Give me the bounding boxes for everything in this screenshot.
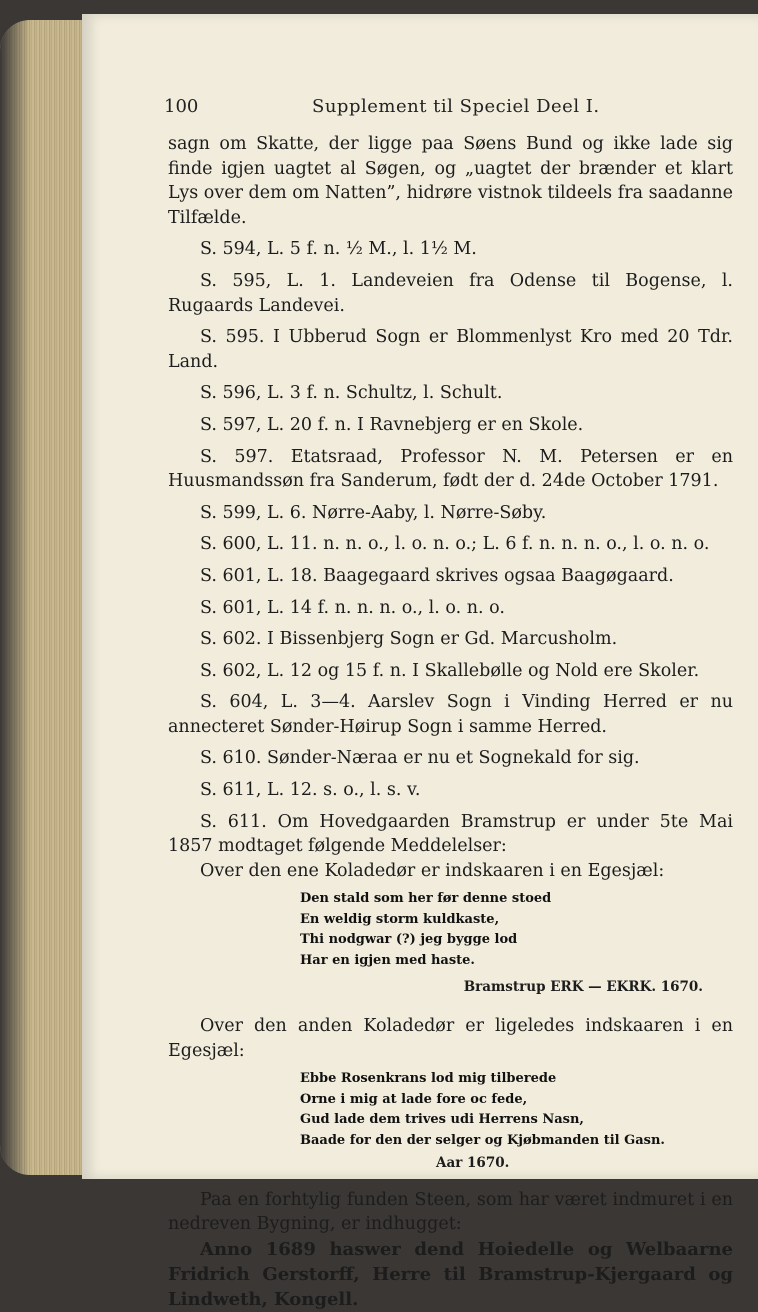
inscription-line: Orne i mig at lade fore oc fede, — [300, 1091, 528, 1107]
paragraph: Over den ene Koladedør er indskaaren i en Egesjæl: — [200, 860, 665, 881]
paragraph: S. 597. Etatsraad, Professor N. M. Petersen er en Huusmandssøn fra Sanderum, født der d. 24de October 1791. — [168, 446, 733, 492]
paragraph: sagn om Skatte, der ligge paa Søens Bund og ikke lade sig finde igjen uagtet al Søgen, og „uagtet der brænder et klart Lys over dem om Natten”, hidrøre vistnok tildeels fra saadanne Tilfælde. — [168, 134, 733, 228]
paragraph: S. 595. I Ubberud Sogn er Blommenlyst Kro med 20 Tdr. Land. — [168, 327, 733, 372]
paragraph: S. 600, L. 11. n. n. o., l. o. n. o.; L. 6 f. n. n. n. o., l. o. n. o. — [200, 534, 710, 555]
paragraph: S. 611. Om Hovedgaarden Bramstrup er under 5te Mai 1857 modtaget følgende Meddelelser: — [168, 811, 733, 857]
paragraph: S. 596, L. 3 f. n. Schultz, l. Schult. — [200, 383, 503, 404]
page-number: 100 — [164, 96, 199, 117]
paragraph: S. 595, L. 1. Landeveien fra Odense til Bogense, l. Rugaards Landevei. — [168, 270, 733, 316]
inscription-line: En weldig storm kuldkaste, — [300, 911, 500, 927]
running-title: Supplement til Speciel Deel I. — [312, 96, 600, 117]
paragraph: S. 602, L. 12 og 15 f. n. I Skallebølle og Nold ere Skoler. — [200, 660, 700, 681]
paragraph: S. 601, L. 14 f. n. n. n. o., l. o. n. o. — [200, 597, 505, 618]
anno-inscription: Anno 1689 haswer dend Hoiedelle og Welbaarne Fridrich Gerstorff, Herre til Bramstrup-Kjergaard og Lindweth, Kongell. — [168, 1239, 733, 1310]
paragraph: Paa en forhtylig funden Steen, som har været indmuret i en nedreven Bygning, er indhugget: — [168, 1189, 733, 1235]
paragraph: S. 611, L. 12. s. o., l. s. v. — [200, 780, 421, 801]
inscription-line: Ebbe Rosenkrans lod mig tilberede — [300, 1071, 557, 1087]
paragraph: S. 604, L. 3—4. Aarslev Sogn i Vinding Herred er nu annecteret Sønder-Høirup Sogn i samme Herred. — [168, 692, 733, 737]
page-body — [168, 132, 733, 1312]
paragraph: S. 601, L. 18. Baagegaard skrives ogsaa Baagøgaard. — [200, 565, 674, 586]
inscription-second — [168, 1069, 733, 1176]
paragraph: S. 610. Sønder-Næraa er nu et Sognekald for sig. — [200, 748, 640, 769]
paragraph: S. 594, L. 5 f. n. ½ M., l. 1½ M. — [200, 239, 477, 260]
inscription-signature: Bramstrup ERK — EKRK. 1670. — [463, 979, 703, 996]
paragraph: S. 602. I Bissenbjerg Sogn er Gd. Marcusholm. — [200, 629, 618, 650]
paragraph: S. 597, L. 20 f. n. I Ravnebjerg er en Skole. — [200, 414, 584, 435]
paragraph: Over den anden Koladedør er ligeledes indskaaren i en Egesjæl: — [168, 1016, 733, 1061]
inscription-line: Gud lade dem trives udi Herrens Nasn, — [300, 1112, 584, 1128]
paragraph: S. 599, L. 6. Nørre-Aaby, l. Nørre-Søby. — [200, 502, 547, 523]
inscription-first — [168, 889, 733, 1000]
inscription-line: Har en igjen med haste. — [300, 952, 475, 968]
inscription-year: Aar 1670. — [436, 1155, 510, 1172]
book-edge-shadow — [0, 20, 30, 1175]
inscription-line: Den stald som her før denne stoed — [300, 891, 552, 907]
page-header — [82, 96, 758, 126]
inscription-line: Thi nodgwar (?) jeg bygge lod — [300, 932, 518, 948]
inscription-line: Baade for den der selger og Kjøbmanden til Gasn. — [300, 1132, 665, 1148]
